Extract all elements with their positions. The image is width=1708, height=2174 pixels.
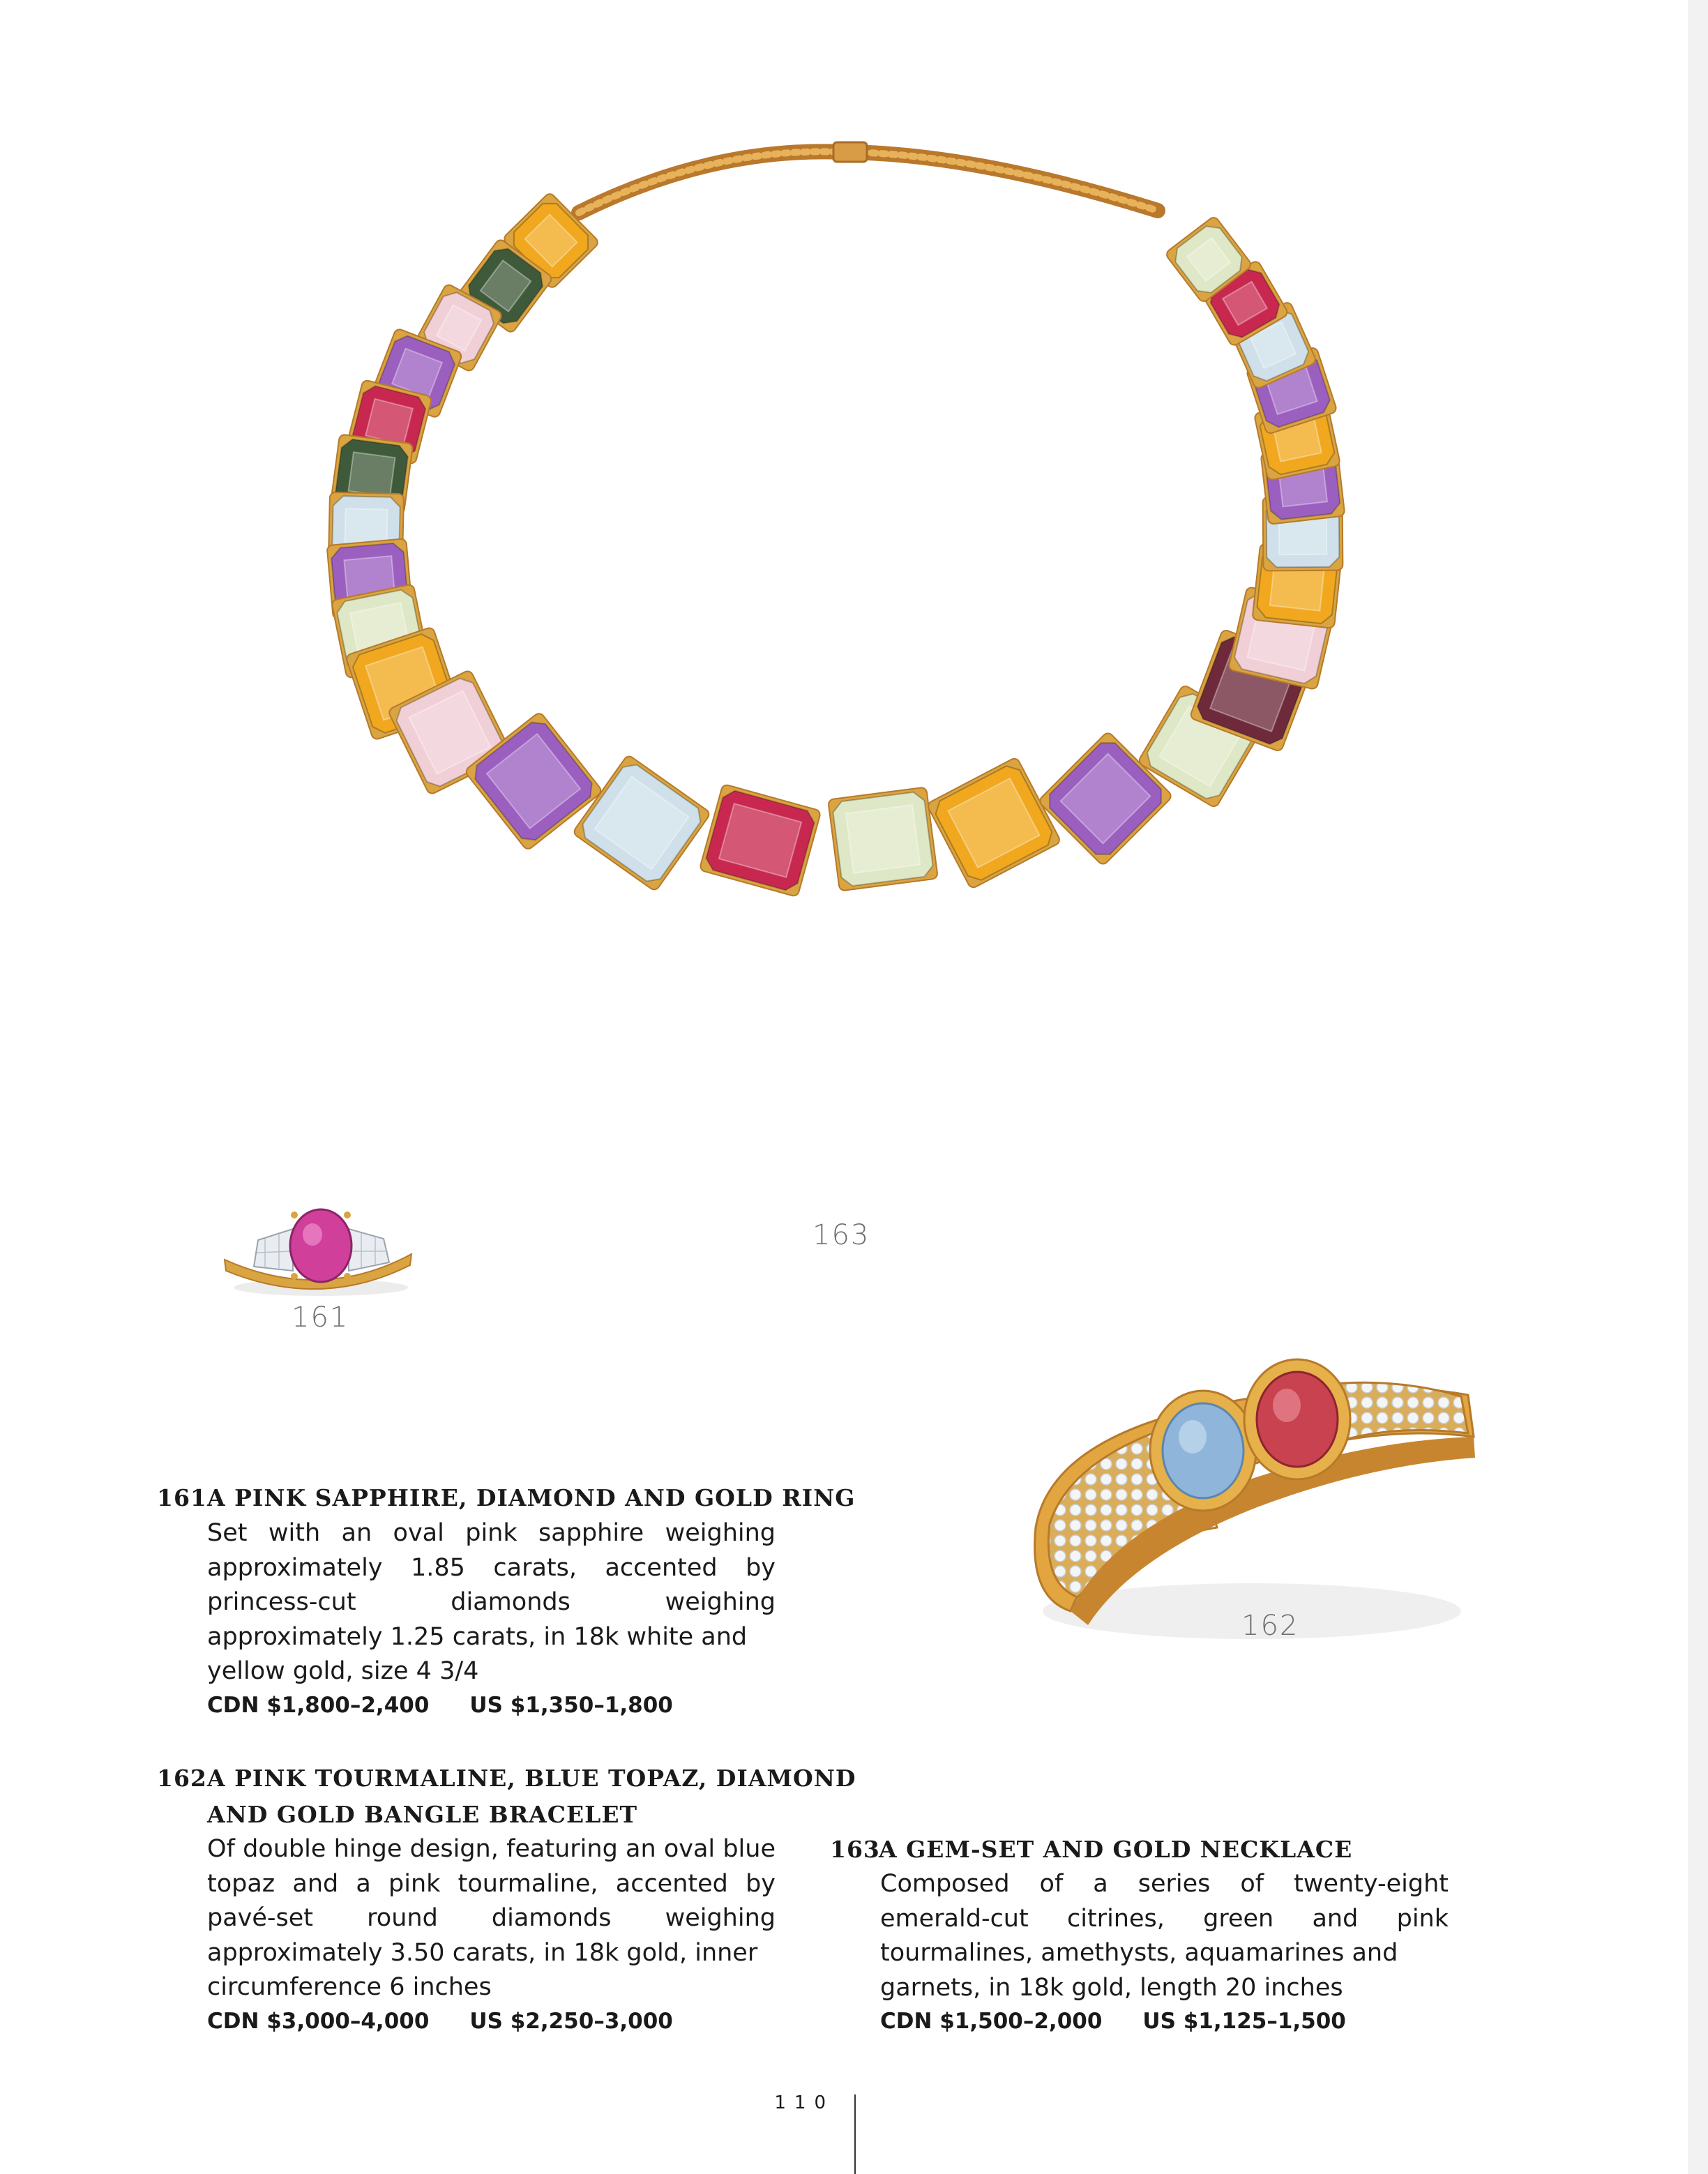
necklace-chain [579,142,1158,213]
necklace-gems [327,192,1345,897]
lot-163-heading [830,1832,1352,1868]
necklace-gem [926,757,1061,889]
lot-163-title: A GEM-SET AND GOLD NECKLACE [879,1836,1353,1863]
lot-162-description-body: Of double hinge design, featuring an oval blue topaz and a pink tourmaline, accented by pavé-set round diamonds weighing approximately 3.50 carats, in 18k gold, inner [207,1835,776,1967]
lot-162-title: A PINK TOURMALINE, BLUE TOPAZ, DIAMOND [207,1765,856,1792]
lot-162-description [207,1832,776,2005]
necklace-image [293,133,1437,1207]
lot-162-description-last: circumference 6 inches [207,1973,492,2001]
lot-161-description-body: Set with an oval pink sapphire weighing approximately 1.85 carats, accented by princess-cut diamonds weighing approximately 1.25 carats, in 18k white and [207,1519,776,1651]
lot-163-description-last: garnets, in 18k gold, length 20 inches [880,1973,1343,2002]
lot-162-estimate-us: US $2,250–3,000 [469,2009,673,2034]
lot-163-description-body: Composed of a series of twenty-eight emerald-cut citrines, green and pink tourmalines, amethysts, aquamarines and [880,1870,1449,1967]
lot-163-number: 163 [830,1836,880,1863]
lot-161-description-last: yellow gold, size 4 3/4 [207,1657,479,1685]
lot-163-estimate [880,2009,1346,2034]
lot-161-estimate [207,1693,673,1718]
lot-162-heading [157,1760,856,1833]
page-edge-shadow [1688,0,1708,2174]
lot-161-title: A PINK SAPPHIRE, DIAMOND AND GOLD RING [207,1484,856,1511]
lot-162-estimate-cdn: CDN $3,000–4,000 [207,2009,430,2034]
lot-163-description [880,1867,1449,2005]
lot-162-title-cont: AND GOLD BANGLE BRACELET [207,1801,638,1828]
lot-163-estimate-us: US $1,125–1,500 [1142,2009,1346,2034]
necklace-gem [573,755,711,892]
necklace-clasp [833,142,867,162]
figure-label-162: 162 [1241,1610,1299,1642]
page-gutter-rule [854,2094,856,2174]
figure-label-163: 163 [813,1219,870,1251]
lot-163-estimate-cdn: CDN $1,500–2,000 [880,2009,1103,2034]
necklace-gem [828,787,938,891]
lot-161-heading [157,1480,855,1516]
figure-label-161: 161 [292,1301,349,1334]
lot-161-number: 161 [157,1484,207,1511]
lot-162-estimate [207,2009,673,2034]
necklace-gem [700,784,822,897]
ring-image [216,1198,418,1303]
lot-162-number: 162 [157,1765,207,1792]
lot-161-estimate-us: US $1,350–1,800 [469,1693,673,1718]
lot-161-description [207,1516,776,1689]
lot-161-estimate-cdn: CDN $1,800–2,400 [207,1693,430,1718]
page-number: 110 [774,2092,834,2113]
